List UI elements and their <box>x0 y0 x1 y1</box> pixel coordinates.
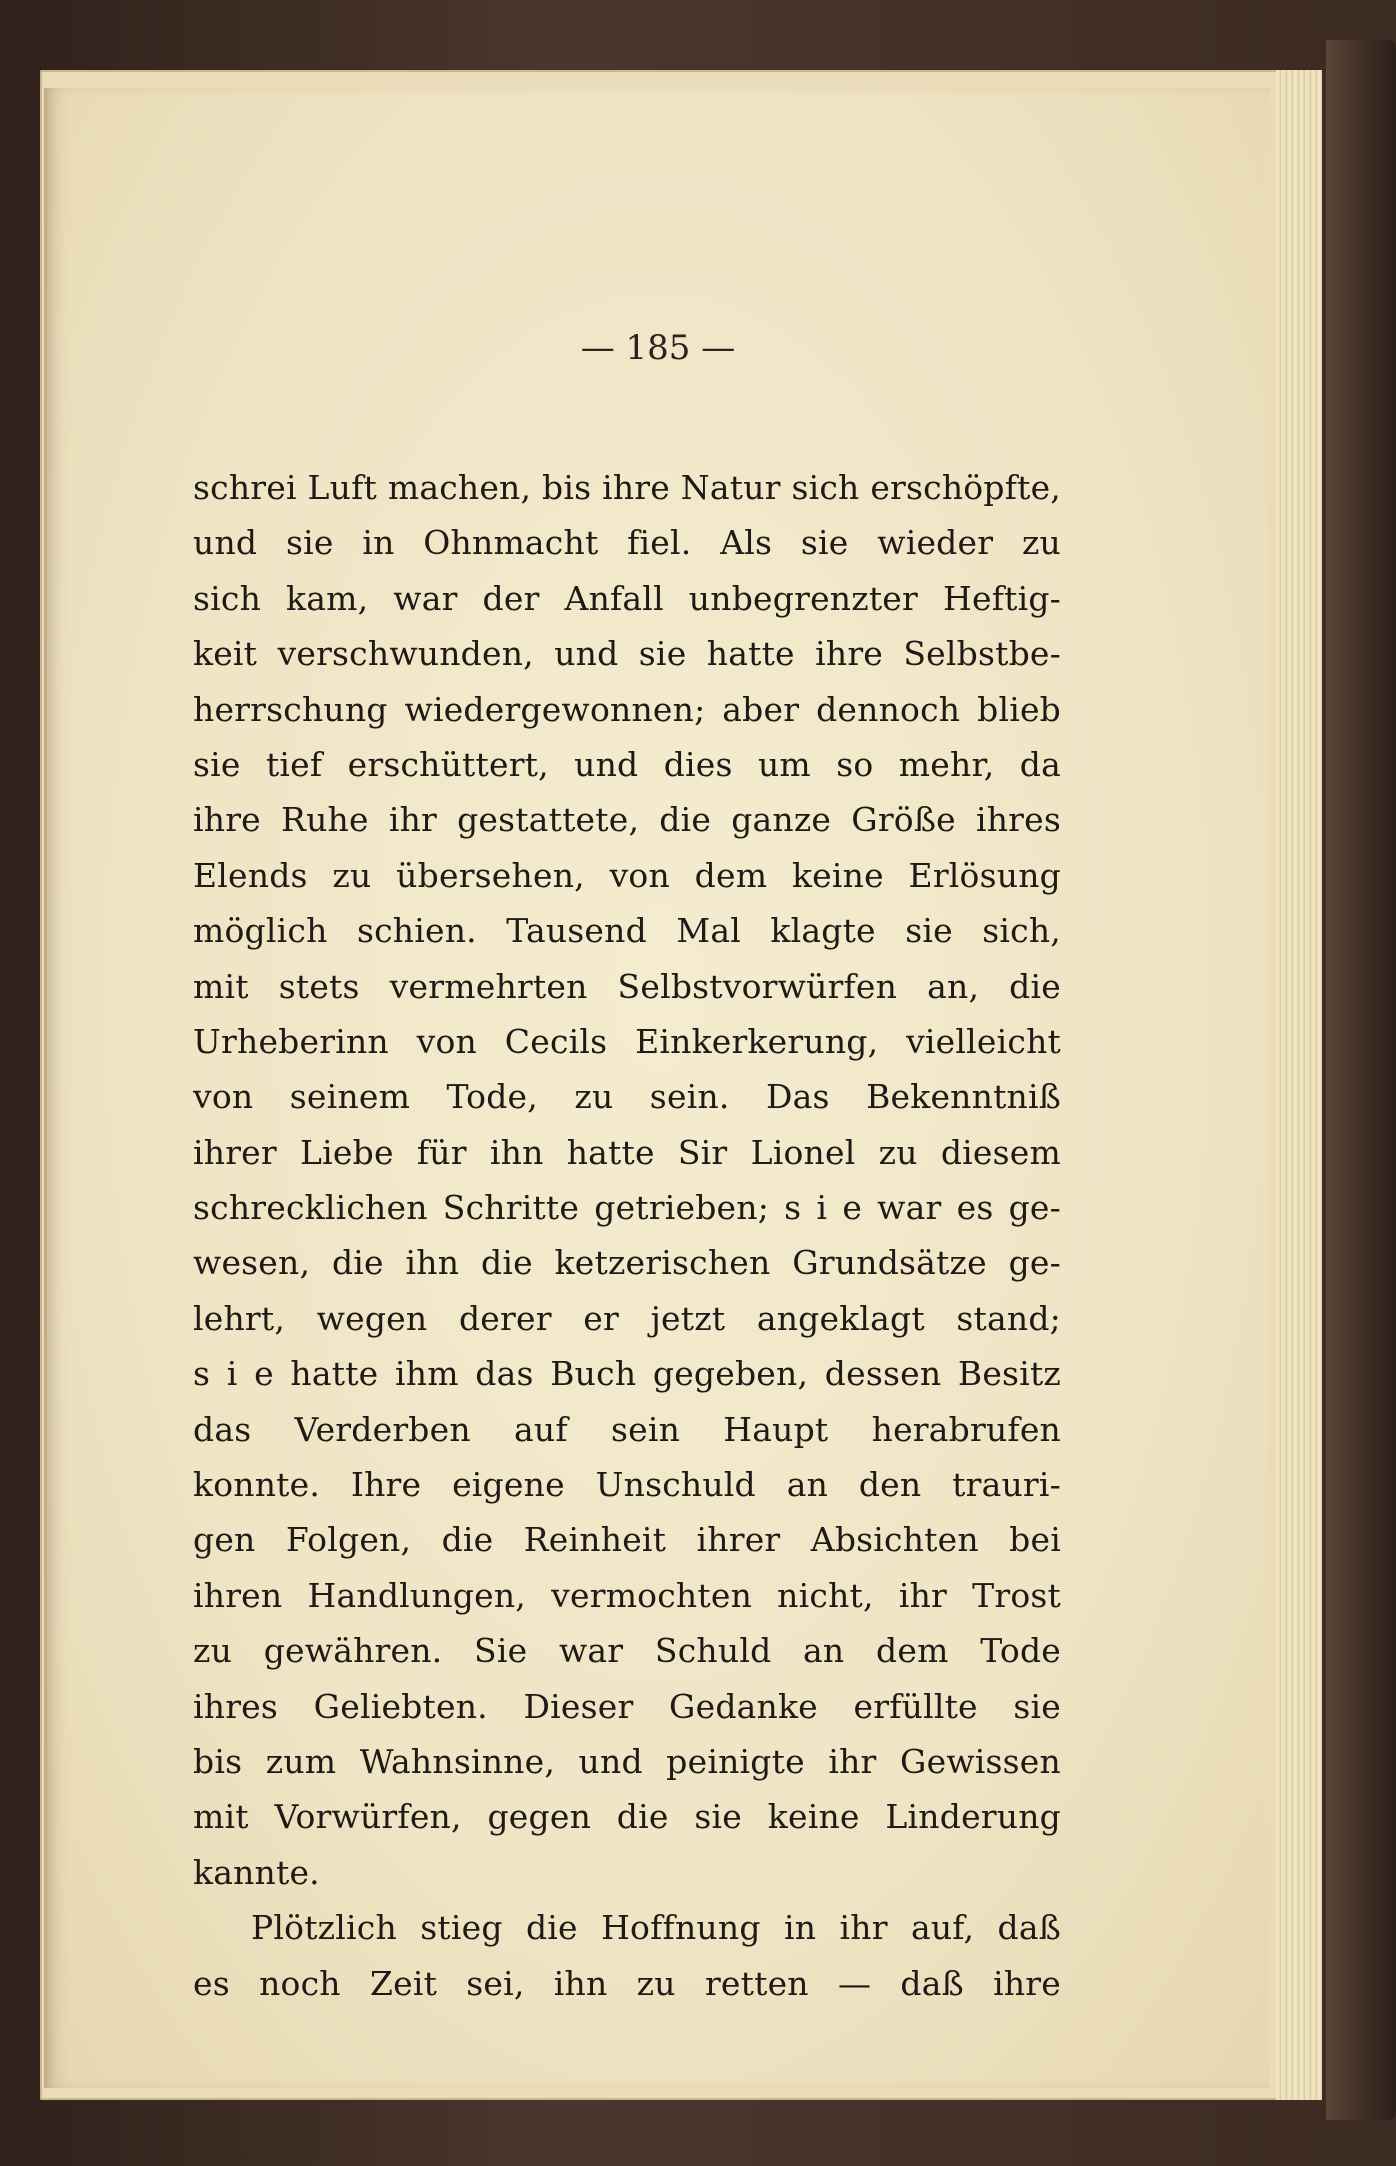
text-line: wesen, die ihn die ketzerischen Grundsätze ge- <box>193 1243 1061 1283</box>
text-line: zu gewähren. Sie war Schuld an dem Tode <box>193 1631 1061 1671</box>
book-page <box>44 88 1269 2088</box>
body-text <box>193 460 1061 2011</box>
text-line: Urheberinn von Cecils Einkerkerung, vielleicht <box>193 1021 1061 1061</box>
text-line: das Verderben auf sein Haupt herabrufen <box>193 1409 1061 1449</box>
text-line: herrschung wiedergewonnen; aber dennoch blieb <box>193 689 1061 729</box>
text-line: ihren Handlungen, vermochten nicht, ihr Trost <box>193 1575 1061 1615</box>
text-line: gen Folgen, die Reinheit ihrer Absichten bei <box>193 1520 1061 1560</box>
text-line: ihres Geliebten. Dieser Gedanke erfüllte sie <box>193 1686 1061 1726</box>
text-line: Elends zu übersehen, von dem keine Erlösung <box>193 855 1061 895</box>
text-line: von seinem Tode, zu sein. Das Bekenntniß <box>193 1077 1061 1117</box>
text-line: schrecklichen Schritte getrieben; s i e war es ge- <box>193 1188 1061 1228</box>
text-line-paragraph-start: Plötzlich stieg die Hoffnung in ihr auf, daß <box>251 1908 1061 1948</box>
text-line: schrei Luft machen, bis ihre Natur sich erschöpfte, <box>193 468 1061 507</box>
text-line: sie tief erschüttert, und dies um so mehr, da <box>193 744 1061 784</box>
book-cover-edge <box>1326 40 1396 2120</box>
text-line: es noch Zeit sei, ihn zu retten — daß ihre <box>193 1963 1061 2003</box>
text-line: bis zum Wahnsinne, und peinigte ihr Gewissen <box>193 1741 1061 1781</box>
text-line: s i e hatte ihm das Buch gegeben, dessen Besitz <box>193 1354 1061 1394</box>
text-line: konnte. Ihre eigene Unschuld an den trauri- <box>193 1465 1061 1505</box>
page-number: — 185 — <box>580 328 736 368</box>
text-line: lehrt, wegen derer er jetzt angeklagt stand; <box>193 1298 1061 1338</box>
text-line-paragraph-end: kannte. <box>193 1852 320 1892</box>
text-line: keit verschwunden, und sie hatte ihre Selbstbe- <box>193 634 1061 674</box>
text-line: ihrer Liebe für ihn hatte Sir Lionel zu diesem <box>193 1132 1061 1172</box>
text-line: ihre Ruhe ihr gestattete, die ganze Größe ihres <box>193 800 1061 840</box>
text-line: und sie in Ohnmacht fiel. Als sie wieder zu <box>193 523 1061 563</box>
text-line: mit stets vermehrten Selbstvorwürfen an, die <box>193 966 1061 1006</box>
text-line: möglich schien. Tausend Mal klagte sie sich, <box>193 911 1061 951</box>
text-line: mit Vorwürfen, gegen die sie keine Linderung <box>193 1797 1061 1837</box>
text-line: sich kam, war der Anfall unbegrenzter Heftig- <box>193 578 1061 618</box>
